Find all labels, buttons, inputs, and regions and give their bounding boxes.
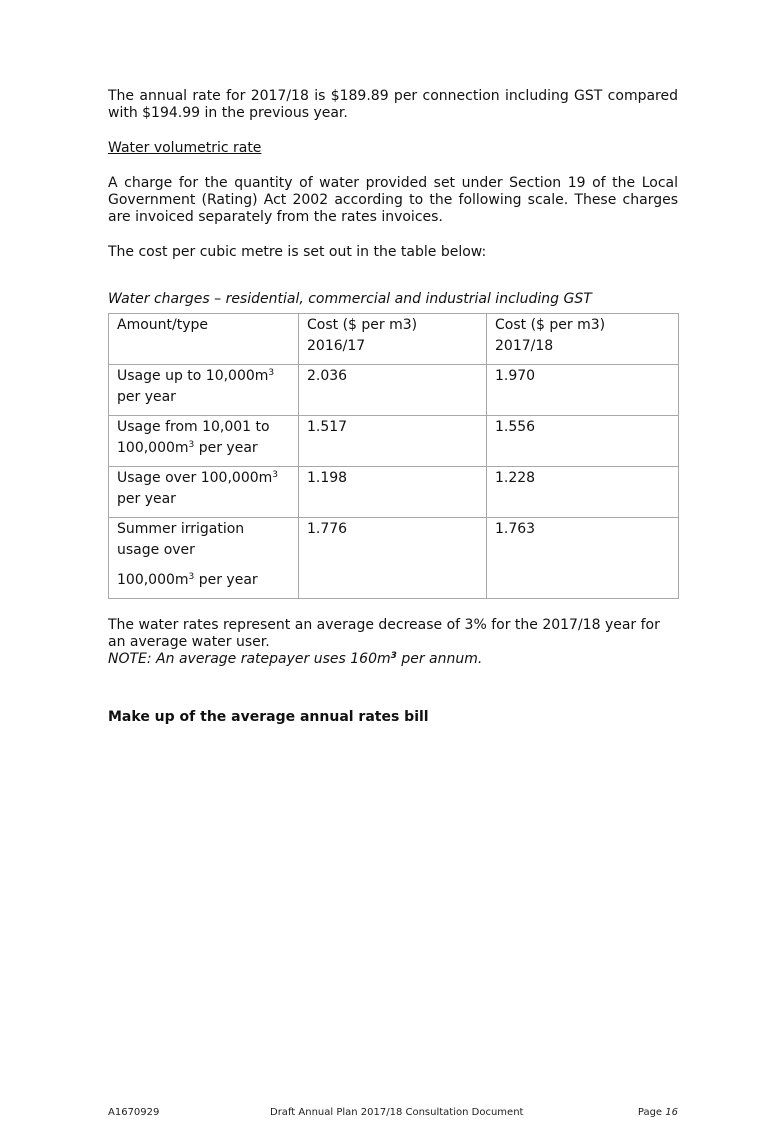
table-row: [109, 518, 679, 599]
row-type: Summer irrigation usage over $100,000m^3$ per year: [109, 518, 299, 599]
row-cost-2016: 1.517: [299, 416, 487, 467]
header-amount-type: Amount/type: [109, 314, 299, 365]
row-cost-2017: 1.763: [487, 518, 679, 599]
row-cost-2017: 1.228: [487, 467, 679, 518]
row-cost-2017: 1.556: [487, 416, 679, 467]
intro-paragraph: The annual rate for 2017/18 is $189.89 per connection including GST compared with $194.99 in the previous year.: [108, 88, 678, 121]
page-number: 16: [665, 1107, 678, 1118]
table-lead-in: The cost per cubic metre is set out in the table below:: [108, 244, 487, 260]
header-cost-2016: Cost ($ per m3) 2016/17: [299, 314, 487, 365]
footer-doc-title: Draft Annual Plan 2017/18 Consultation Document: [270, 1107, 524, 1118]
row-type: Usage from 10,001 to $100,000m^3$ per year: [109, 416, 299, 467]
table-header-row: [109, 314, 679, 365]
section-heading: Water volumetric rate: [108, 140, 262, 156]
average-usage-note: NOTE: An average ratepayer uses $160m^3$ per annum.: [108, 651, 483, 667]
summary-paragraph: The water rates represent an average decrease of 3% for the 2017/18 year for an average water user.: [108, 617, 660, 650]
table-row: [109, 365, 679, 416]
table-row: [109, 467, 679, 518]
row-cost-2016: 1.198: [299, 467, 487, 518]
footer-page: Page 16: [637, 1107, 678, 1118]
table-caption: Water charges – residential, commercial and industrial including GST: [108, 291, 592, 307]
row-cost-2017: 1.970: [487, 365, 679, 416]
rates-bill-heading: Make up of the average annual rates bill: [108, 709, 429, 725]
row-type: Usage up to $10,000m^3$ per year: [109, 365, 299, 416]
footer-doc-id: A1670929: [108, 1107, 160, 1118]
water-charges-table: [108, 313, 679, 599]
row-type: Usage over $100,000m^3$ per year: [109, 467, 299, 518]
table-row: [109, 416, 679, 467]
row-cost-2016: 1.776: [299, 518, 487, 599]
section-description: A charge for the quantity of water provided set under Section 19 of the Local Government (Rating) Act 2002 according to the following scale. These charges are invoiced separately from the rates invoices.: [108, 175, 678, 225]
document-page: [108, 88, 678, 726]
header-cost-2017: Cost ($ per m3) 2017/18: [487, 314, 679, 365]
row-cost-2016: 2.036: [299, 365, 487, 416]
